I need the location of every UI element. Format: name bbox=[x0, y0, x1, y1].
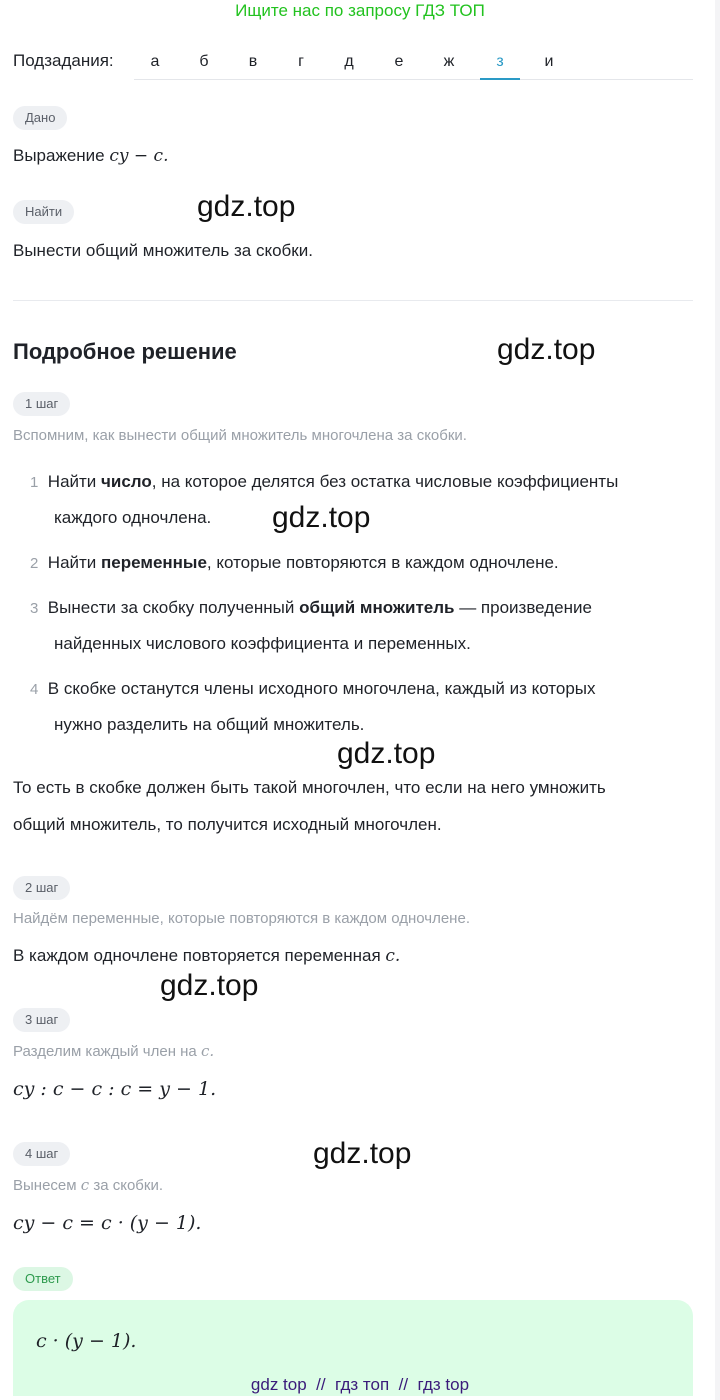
list-item-text: , на которое делятся без остатка числовые коэффициенты bbox=[151, 472, 619, 491]
step2-variable: c. bbox=[385, 946, 401, 966]
step3-hint-variable: c. bbox=[200, 1042, 215, 1060]
tab-a[interactable]: а bbox=[150, 53, 160, 70]
step4-chip: 4 шаг bbox=[13, 1142, 70, 1166]
list-item-bold: общий множитель bbox=[299, 598, 455, 617]
list-item-bold: переменные bbox=[101, 553, 207, 572]
list-item-line2: каждого одночлена. bbox=[54, 508, 212, 527]
given-label: Выражение bbox=[13, 146, 105, 165]
tab-g[interactable]: г bbox=[298, 53, 304, 70]
list-item-text: Найти bbox=[47, 472, 102, 491]
step3-formula: cy : c − c : c = y − 1. bbox=[13, 1078, 217, 1100]
list-item-text: Вынести за скобку полученный bbox=[47, 598, 300, 617]
tab-d[interactable]: д bbox=[344, 53, 354, 70]
given-expression: cy − c. bbox=[109, 146, 169, 166]
step1-hint: Вспомним, как вынести общий множитель многочлена за скобки. bbox=[13, 427, 467, 444]
subtasks-label: Подзадания: bbox=[13, 51, 114, 70]
find-chip: Найти bbox=[13, 200, 74, 224]
footer-separator: // bbox=[398, 1375, 409, 1394]
subtasks-tabs bbox=[134, 42, 693, 80]
watermark: gdz.top bbox=[272, 501, 371, 534]
list-item-text: В скобке останутся члены исходного многочлена, каждый из которых bbox=[47, 679, 596, 698]
list-item-number: 3 bbox=[30, 600, 39, 617]
step4-formula: cy − c = c · (y − 1). bbox=[13, 1212, 202, 1234]
tab-v[interactable]: в bbox=[248, 53, 258, 70]
watermark: gdz.top bbox=[160, 969, 259, 1002]
given-chip: Дано bbox=[13, 106, 67, 130]
footer-separator: // bbox=[316, 1375, 326, 1394]
step3-hint bbox=[13, 1041, 214, 1062]
watermark: gdz.top bbox=[497, 333, 596, 366]
solution-heading: Подробное решение bbox=[13, 339, 237, 364]
list-item-text: , которые повторяются в каждом одночлене. bbox=[206, 553, 559, 572]
tab-z-active[interactable]: з bbox=[480, 52, 520, 80]
tab-zh[interactable]: ж bbox=[443, 53, 455, 70]
step1-outro-line2: общий множитель, то получится исходный многочлен. bbox=[13, 815, 442, 834]
tab-e[interactable]: е bbox=[394, 53, 404, 70]
step2-label: В каждом одночлене повторяется переменная bbox=[13, 946, 381, 965]
given-text bbox=[13, 144, 168, 168]
footer-links bbox=[0, 1374, 720, 1396]
tab-i[interactable]: и bbox=[544, 53, 554, 70]
answer-chip: Ответ bbox=[13, 1267, 73, 1291]
list-item-number: 1 bbox=[30, 474, 39, 491]
list-item-text: — произведение bbox=[454, 598, 592, 617]
footer-link[interactable]: гдз top bbox=[417, 1375, 470, 1394]
step4-hint-text: за скобки. bbox=[93, 1177, 163, 1194]
step2-chip: 2 шаг bbox=[13, 876, 70, 900]
list-item-text: Найти bbox=[47, 553, 102, 572]
step2-text bbox=[13, 944, 400, 968]
divider bbox=[13, 300, 693, 301]
watermark: gdz.top bbox=[337, 737, 436, 770]
step3-chip: 3 шаг bbox=[13, 1008, 70, 1032]
step2-hint: Найдём переменные, которые повторяются в каждом одночлене. bbox=[13, 910, 470, 927]
list-item bbox=[30, 470, 618, 495]
tab-b[interactable]: б bbox=[199, 53, 209, 70]
list-item bbox=[30, 596, 592, 621]
list-item-line2: найденных числового коэффициента и переменных. bbox=[54, 634, 471, 653]
list-item-number: 4 bbox=[30, 681, 39, 698]
find-text: Вынести общий множитель за скобки. bbox=[13, 241, 313, 260]
list-item-line2: нужно разделить на общий множитель. bbox=[54, 715, 365, 734]
scrollbar-track[interactable] bbox=[715, 0, 720, 1400]
step4-hint-variable: c bbox=[80, 1176, 90, 1194]
footer-link[interactable]: gdz top bbox=[250, 1375, 307, 1394]
step4-hint-text: Вынесем bbox=[13, 1177, 77, 1194]
step3-hint-text: Разделим каждый член на bbox=[13, 1043, 197, 1060]
list-item bbox=[30, 677, 596, 702]
promo-banner: Ищите нас по запросу ГДЗ ТОП bbox=[235, 1, 485, 20]
watermark: gdz.top bbox=[313, 1137, 412, 1170]
list-item-number: 2 bbox=[30, 555, 39, 572]
step4-hint bbox=[13, 1175, 163, 1196]
step1-chip: 1 шаг bbox=[13, 392, 70, 416]
list-item bbox=[30, 551, 559, 576]
step1-outro-line1: То есть в скобке должен быть такой многочлен, что если на него умножить bbox=[13, 778, 606, 797]
watermark: gdz.top bbox=[197, 190, 296, 223]
answer-formula: c · (y − 1). bbox=[36, 1330, 137, 1352]
footer-link[interactable]: гдз топ bbox=[335, 1375, 390, 1394]
list-item-bold: число bbox=[101, 472, 152, 491]
